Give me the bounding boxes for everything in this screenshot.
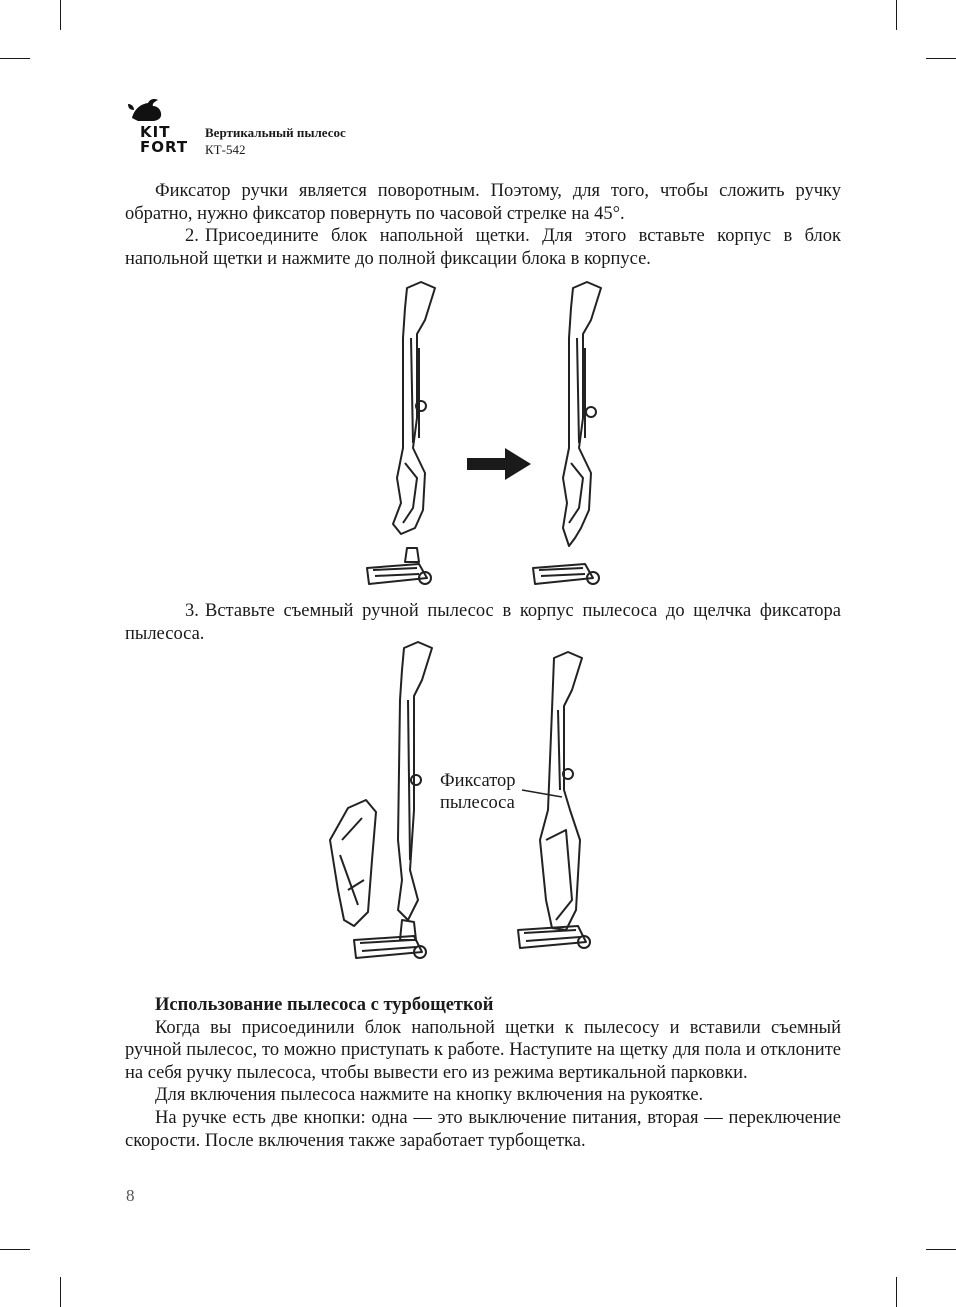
product-model: КТ-542 [205,142,246,157]
crop-mark [896,1277,897,1307]
section-paragraph: Когда вы присоединили блок напольной щетки к пылесосу и вставили съемный ручной пылесос, то можно приступать к работе. Наступите на щетку для пола и отклоните на себя ручку пылесоса, чтобы вывести его из режима вертикальной парковки. [125,1017,841,1083]
crop-mark [926,58,956,59]
step-number: 3. [185,601,199,621]
callout-label [440,770,516,814]
product-title: Вертикальный пылесос [205,125,346,140]
section-paragraph: На ручке есть две кнопки: одна — это выключение питания, вторая — переключение скорости. После включения также заработает турбощетка. [125,1107,841,1151]
step-3-text [125,600,841,645]
paragraph-step-3 [125,600,841,645]
crop-mark [60,0,61,30]
page-number: 8 [126,1186,135,1205]
section-paragraph: Для включения пылесоса нажмите на кнопку включения на рукоятке. [155,1085,704,1106]
crop-mark [60,1277,61,1307]
paragraph-step-2 [125,225,841,270]
figure-attach-brush [355,278,615,593]
logo-text [140,125,188,155]
crop-mark [0,58,30,59]
usage-section [125,994,841,1152]
intro-text [125,180,841,270]
logo-line-kit: KIT [140,123,171,141]
logo-line-fort: FORT [140,138,189,156]
step-text: Вставьте съемный ручной пылесос в корпус пылесоса до щелчка фиксатора пылесоса. [125,601,841,644]
callout-label-line: пылесоса [440,793,515,813]
step-text: Присоедините блок напольной щетки. Для этого вставьте корпус в блок напольной щетки и нажмите до полной фиксации блока в корпусе. [125,226,841,269]
crop-mark [926,1249,956,1250]
paragraph-handle-lock: Фиксатор ручки является поворотным. Поэтому, для того, чтобы сложить ручку обратно, нужно фиксатор повернуть по часовой стрелке на 45°. [125,181,841,224]
step-number: 2. [185,226,199,247]
crop-mark [0,1249,30,1250]
section-heading: Использование пылесоса с турбощеткой [155,995,494,1015]
crop-mark [896,0,897,30]
callout-label-line: Фиксатор [440,771,516,791]
